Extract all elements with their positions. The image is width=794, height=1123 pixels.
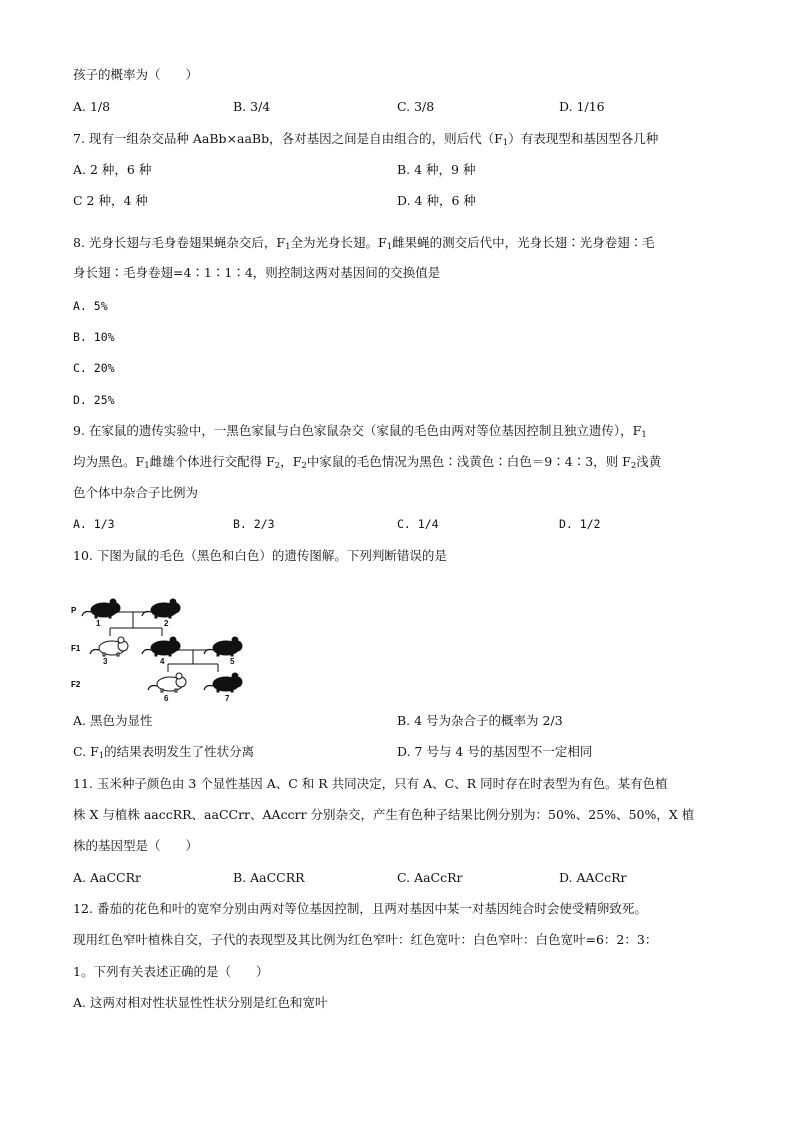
q11-option-c: C. AaCcRr <box>397 870 463 885</box>
q9-stem-line2: 均为黑色。$F_1$雌雄个体进行交配得 $F_2$，$F_2$中家鼠的毛色情况为黑色∶浅黄色∶白色＝9∶4∶3，则 $F_2$浅黄 <box>73 454 662 471</box>
gen-label-p: P <box>71 606 77 615</box>
q6-option-d: D. 1/16 <box>559 99 605 114</box>
q11-option-b: B. AaCCRR <box>233 870 305 885</box>
q7-stem: 7. 现有一组杂交品种 AaBb×aaBb，各对基因之间是自由组合的，则后代$(F_1)$有表现型和基因型各几种 <box>73 131 659 148</box>
mouse-6-label: 6 <box>164 694 169 703</box>
mouse-5 <box>204 637 242 656</box>
q12-option-a: A. 这两对相对性状显性性状分别是红色和宽叶 <box>73 995 328 1010</box>
mouse-7 <box>204 673 242 692</box>
q10-stem: 10. 下图为鼠的毛色（黑色和白色）的遗传图解。下列判断错误的是 <box>73 548 447 563</box>
mouse-1 <box>82 599 120 618</box>
pedigree-diagram <box>68 598 268 708</box>
q10-option-d: D. 7 号与 4 号的基因型不一定相同 <box>397 744 593 759</box>
q9-option-b: B. 2/3 <box>233 517 275 531</box>
q6-option-a: A. 1/8 <box>73 99 111 114</box>
mouse-1-label: 1 <box>96 619 101 628</box>
q11-stem-line2: 株 X 与植株 aaccRR、aaCCrr、AAccrr 分别杂交，产生有色种子结果比例分别为：50%、25%、50%，X 植 <box>73 807 695 822</box>
q7-option-a: A. 2 种，6 种 <box>73 162 152 177</box>
q6-option-b: B. 3/4 <box>233 99 271 114</box>
q12-stem-line1: 12. 番茄的花色和叶的宽窄分别由两对等位基因控制，且两对基因中某一对基因纯合时会使受精卵致死。 <box>73 901 647 916</box>
q12-stem-line3: 1。下列有关表述正确的是（ ） <box>73 964 269 979</box>
q8-option-a: A. 5% <box>73 299 108 313</box>
q8-option-b: B. 10% <box>73 330 115 344</box>
q11-option-a: A. AaCCRr <box>73 870 141 885</box>
q7-option-c: C 2 种，4 种 <box>73 193 148 208</box>
mouse-6 <box>148 673 186 692</box>
gen-label-f2: F2 <box>71 680 81 689</box>
q6-stem-tail: 孩子的概率为（ ） <box>73 67 199 82</box>
mouse-3-label: 3 <box>103 657 108 666</box>
q7-option-b: B. 4 种，9 种 <box>397 162 476 177</box>
q11-stem-line3: 株的基因型是（ ） <box>73 838 199 853</box>
q12-stem-line2: 现用红色窄叶植株自交，子代的表现型及其比例为红色窄叶：红色宽叶：白色窄叶：白色宽叶=6：2：3： <box>73 932 658 947</box>
q9-stem-line1: 9. 在家鼠的遗传实验中，一黑色家鼠与白色家鼠杂交（家鼠的毛色由两对等位基因控制且独立遗传），$F_1$ <box>73 423 647 440</box>
q10-option-b: B. 4 号为杂合子的概率为 2/3 <box>397 713 563 728</box>
mouse-4 <box>142 637 180 656</box>
q10-option-a: A. 黑色为显性 <box>73 713 153 728</box>
gen-label-f1: F1 <box>71 644 81 653</box>
q9-option-c: C. 1/4 <box>397 517 439 531</box>
q9-option-a: A. 1/3 <box>73 517 115 531</box>
q8-stem-line1: 8. 光身长翅与毛身卷翅果蝇杂交后，$F_1$全为光身长翅。$F_1$雌果蝇的测交后代中，光身长翅∶光身卷翅∶毛 <box>73 235 655 252</box>
q8-stem-line2: 身长翅∶毛身卷翅=4∶1∶1∶4，则控制这两对基因间的交换值是 <box>73 265 441 280</box>
q8-option-c: C. 20% <box>73 361 115 375</box>
q9-option-d: D. 1/2 <box>559 517 601 531</box>
mouse-3 <box>90 637 128 656</box>
q7-option-d: D. 4 种，6 种 <box>397 193 476 208</box>
mouse-2 <box>142 599 180 618</box>
q11-stem-line1: 11. 玉米种子颜色由 3 个显性基因 A、C 和 R 共同决定，只有 A、C、R 同时存在时表型为有色。某有色植 <box>73 776 668 791</box>
q6-option-c: C. 3/8 <box>397 99 435 114</box>
mouse-4-label: 4 <box>160 657 165 666</box>
q10-option-c: C. $F_1$的结果表明发生了性状分离 <box>73 744 255 761</box>
q9-stem-line3: 色个体中杂合子比例为 <box>73 485 199 500</box>
mouse-5-label: 5 <box>230 657 235 666</box>
q11-option-d: D. AACcRr <box>559 870 627 885</box>
q8-option-d: D. 25% <box>73 393 115 407</box>
mouse-7-label: 7 <box>225 694 230 703</box>
mouse-2-label: 2 <box>164 619 169 628</box>
